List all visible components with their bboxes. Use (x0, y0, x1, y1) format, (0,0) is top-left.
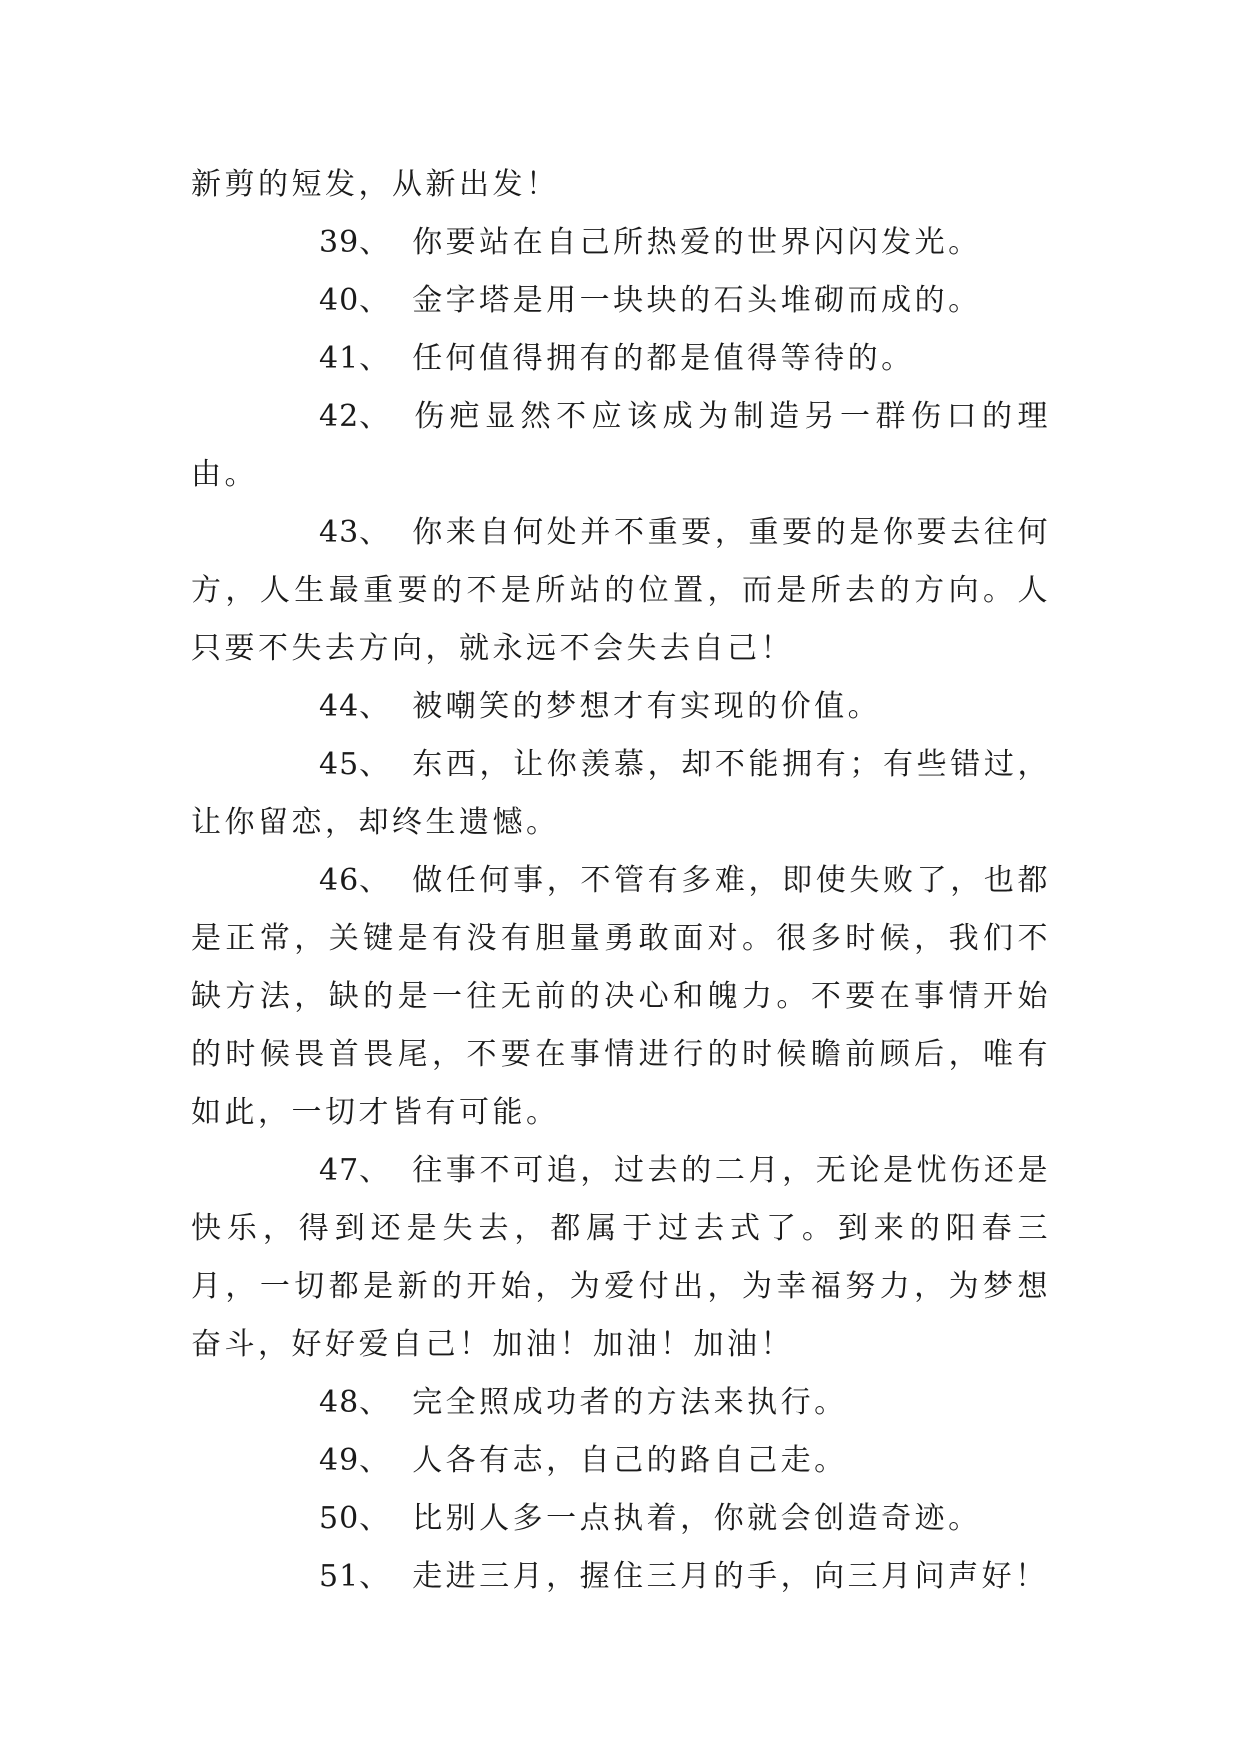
item-text: 你来自何处并不重要，重要的是你要去往何方，人生最重要的不是所站的位置，而是所去的方向。人只要不失去方向，就永远不会失去自己！ (191, 515, 1051, 666)
list-item (191, 1432, 1051, 1490)
item-text: 伤疤显然不应该成为制造另一群伤口的理由。 (191, 399, 1051, 492)
item-text: 完全照成功者的方法来执行。 (412, 1385, 848, 1420)
list-item (191, 504, 1051, 678)
item-text: 你要站在自己所热爱的世界闪闪发光。 (412, 225, 982, 260)
item-number: 45、 (319, 747, 391, 782)
list-item (191, 1548, 1051, 1606)
list-item (191, 388, 1051, 504)
list-item (191, 272, 1051, 330)
item-text: 人各有志，自己的路自己走。 (412, 1443, 848, 1478)
list-item (191, 678, 1051, 736)
list-item (191, 330, 1051, 388)
item-number: 48、 (319, 1385, 391, 1420)
item-number: 46、 (319, 863, 391, 898)
item-number: 40、 (319, 283, 391, 318)
item-number: 49、 (319, 1443, 391, 1478)
list-item (191, 852, 1051, 1142)
item-number: 47、 (319, 1153, 391, 1188)
document-body (191, 156, 1051, 1606)
item-text: 东西，让你羡慕，却不能拥有；有些错过，让你留恋，却终生遗憾。 (191, 747, 1051, 840)
item-text: 比别人多一点执着，你就会创造奇迹。 (412, 1501, 982, 1536)
item-number: 43、 (319, 515, 391, 550)
item-text: 任何值得拥有的都是值得等待的。 (412, 341, 915, 376)
lead-paragraph: 新剪的短发，从新出发！ (191, 167, 560, 202)
item-number: 50、 (319, 1501, 391, 1536)
item-text: 做任何事，不管有多难，即使失败了，也都是正常，关键是有没有胆量勇敢面对。很多时候，我们不缺方法，缺的是一往无前的决心和魄力。不要在事情开始的时候畏首畏尾，不要在事情进行的时候瞻前顾后，唯有如此，一切才皆有可能。 (191, 863, 1051, 1130)
list-item (191, 1490, 1051, 1548)
list-item (191, 214, 1051, 272)
item-number: 51、 (319, 1559, 391, 1594)
item-text: 往事不可追，过去的二月，无论是忧伤还是快乐，得到还是失去，都属于过去式了。到来的阳春三月，一切都是新的开始，为爱付出，为幸福努力，为梦想奋斗，好好爱自己！加油！加油！加油！ (191, 1153, 1051, 1362)
item-text: 金字塔是用一块块的石头堆砌而成的。 (412, 283, 982, 318)
item-number: 42、 (319, 399, 391, 434)
list-item (191, 736, 1051, 852)
item-number: 39、 (319, 225, 391, 260)
item-text: 被嘲笑的梦想才有实现的价值。 (412, 689, 882, 724)
list-item (191, 1142, 1051, 1374)
item-number: 44、 (319, 689, 391, 724)
list-item (191, 1374, 1051, 1432)
item-number: 41、 (319, 341, 391, 376)
item-text: 走进三月，握住三月的手，向三月问声好！ (412, 1559, 1049, 1594)
